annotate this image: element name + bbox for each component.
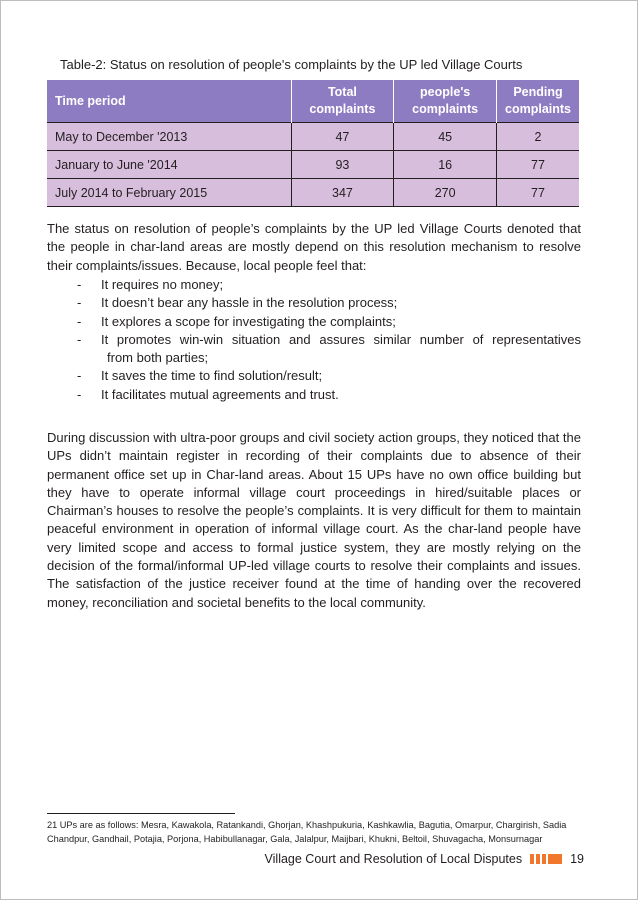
bullet-dash: - [77,313,82,329]
table-row [47,179,579,207]
list-item-text: It explores a scope for investigating the complaints; [101,313,396,329]
bar-mark [536,854,540,864]
header-time-period: Time period [47,80,291,123]
list-item [47,294,581,312]
list-item [47,386,581,404]
cell-time-period: July 2014 to February 2015 [47,179,291,207]
cell-pending: 2 [497,123,579,151]
cell-peoples: 16 [394,151,497,179]
list-item-text: It requires no money; [101,277,224,292]
list-item-text: It facilitates mutual agreements and trust. [101,386,339,402]
list-item-text: It saves the time to find solution/result; [101,368,323,384]
list-item [47,276,581,294]
page-footer [265,852,584,866]
bar-mark [542,854,546,864]
table-caption: Table-2: Status on resolution of people's complaints by the UP led Village Courts [60,57,523,72]
table-row [47,123,579,151]
cell-time-period: May to December '2013 [47,123,291,151]
bar-mark [548,854,562,864]
cell-peoples: 270 [394,179,497,207]
bullet-dash: - [77,277,82,292]
footer-orange-bars-icon [530,854,562,864]
complaints-table [47,80,579,207]
header-pending-complaints: Pending complaints [497,80,579,123]
page-number: 19 [570,852,584,866]
cell-total: 93 [291,151,394,179]
cell-pending: 77 [497,179,579,207]
header-peoples-complaints: people's complaints [394,80,497,123]
list-item-text: It promotes win-win situation and assures similar number of representatives [101,331,581,347]
paragraph-status: The status on resolution of people’s complaints by the UP led Village Courts denoted that the people in char-land areas are mostly depend on this resolution mechanism to resolve their complaints/issues. Because, local people feel that: [47,221,581,273]
footnote-divider [47,813,235,814]
table-header-row [47,80,579,123]
header-total-complaints: Total complaints [291,80,394,123]
bullet-dash: - [77,386,82,402]
list-item [47,313,581,331]
bullet-dash: - [77,331,82,347]
reasons-list [47,276,581,404]
list-item [47,367,581,385]
list-item [47,331,581,349]
list-item-text: from both parties; [107,350,209,366]
bullet-dash: - [77,368,82,384]
paragraph-discussion: During discussion with ultra-poor groups and civil society action groups, they noticed that the UPs didn’t maintain register in recording of their complaints due to absence of their permanent office set up in Char-land areas. About 15 UPs have no own office building but they have to operate informal village court proceedings in hired/suitable places or Chairman’s houses to resolve the people’s complaints. It is very difficult for them to maintain peaceful environment in operation of informal village court. As the char-land people have very limited scope and access to formal justice system, they are mostly relying on the decision of the formal/informal UP-led village courts to resolve their complaints and issues. The satisfaction of the justice receiver found at the time of handing over the recovered money, reconciliation and societal benefits to the local community. [47,430,581,610]
cell-total: 47 [291,123,394,151]
bar-mark [530,854,534,864]
footer-title: Village Court and Resolution of Local Disputes [264,852,523,866]
cell-time-period: January to June '2014 [47,151,291,179]
footnote: 21 UPs are as follows: Mesra, Kawakola, Ratankandi, Ghorjan, Khashpukuria, Kashkawlia, Bagutia, Omarpur, Chargirish, Sadia Chandpur, Gandhail, Potajia, Porjona, Habibullanagar, Gala, Jalalpur, Maijbari, Khukni, Beltoil, Shuvagacha, Monsurnagar [47,820,567,844]
cell-peoples: 45 [394,123,497,151]
cell-pending: 77 [497,151,579,179]
list-item-continuation [47,349,581,367]
cell-total: 347 [291,179,394,207]
table-row [47,151,579,179]
bullet-dash: - [77,295,82,311]
list-item-text: It doesn’t bear any hassle in the resolution process; [101,295,398,311]
